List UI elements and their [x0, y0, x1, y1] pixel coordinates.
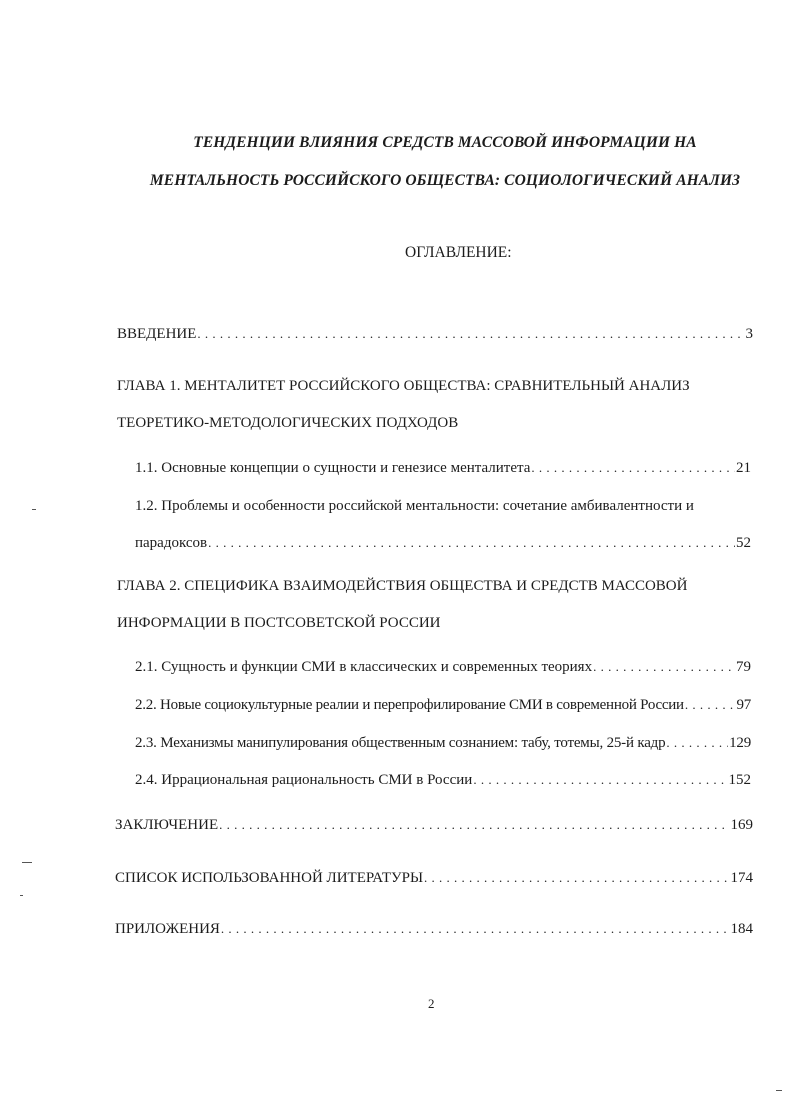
scan-artifact: [20, 895, 23, 896]
toc-entry-page: 152: [728, 772, 751, 788]
toc-entry-page: 174: [730, 870, 753, 886]
toc-entry-page: 21: [736, 460, 751, 476]
toc-entry-section-2-4[interactable]: [135, 772, 751, 794]
toc-entry-label: 1.1. Основные концепции о сущности и генезисе менталитета: [135, 460, 531, 476]
toc-leader-dots: [221, 921, 730, 937]
toc-entry-label: 2.4. Иррациональная рациональность СМИ в России: [135, 772, 473, 788]
toc-entry-page: 169: [730, 817, 753, 833]
toc-entry-page: 184: [730, 921, 753, 937]
toc-entry-page: 52: [736, 535, 751, 551]
toc-entry-page: 3: [745, 326, 753, 342]
toc-entry-label: 2.2. Новые социокультурные реалии и перепрофилирование СМИ в современной России: [135, 697, 684, 713]
toc-entry-appendices[interactable]: [115, 921, 753, 943]
scan-artifact: [22, 862, 32, 863]
toc-chapter-2-line-2[interactable]: ИНФОРМАЦИИ В ПОСТСОВЕТСКОЙ РОССИИ: [117, 615, 441, 631]
document-title-line-2: МЕНТАЛЬНОСТЬ РОССИЙСКОГО ОБЩЕСТВА: СОЦИОЛОГИЧЕСКИЙ АНАЛИЗ: [149, 172, 741, 189]
toc-chapter-1-line-2[interactable]: ТЕОРЕТИКО-МЕТОДОЛОГИЧЕСКИХ ПОДХОДОВ: [117, 415, 459, 431]
toc-leader-dots: [593, 659, 735, 675]
toc-entry-page: 79: [736, 659, 751, 675]
toc-entry-label: ЗАКЛЮЧЕНИЕ: [115, 817, 219, 833]
page-number: 2: [428, 996, 435, 1011]
toc-entry-label: 2.1. Сущность и функции СМИ в классических и современных теориях: [135, 659, 593, 675]
toc-entry-introduction[interactable]: [117, 326, 753, 348]
scan-artifact: [776, 1090, 782, 1091]
toc-chapter-2-line-1[interactable]: ГЛАВА 2. СПЕЦИФИКА ВЗАИМОДЕЙСТВИЯ ОБЩЕСТВА И СРЕДСТВ МАССОВОЙ: [117, 578, 688, 594]
toc-entry-references[interactable]: [115, 870, 753, 892]
toc-entry-label: СПИСОК ИСПОЛЬЗОВАННОЙ ЛИТЕРАТУРЫ: [115, 870, 424, 886]
toc-leader-dots: [197, 326, 744, 342]
toc-entry-label: 2.3. Механизмы манипулирования общественным сознанием: табу, тотемы, 25-й кадр: [135, 735, 666, 751]
toc-entry-section-1-1[interactable]: [135, 460, 751, 482]
toc-leader-dots: [424, 870, 729, 886]
toc-entry-label: ВВЕДЕНИЕ: [117, 326, 197, 342]
toc-entry-section-2-1[interactable]: [135, 659, 751, 681]
toc-entry-section-2-3[interactable]: [135, 735, 751, 757]
toc-entry-section-1-2[interactable]: [135, 535, 751, 557]
toc-entry-label: ПРИЛОЖЕНИЯ: [115, 921, 220, 937]
toc-leader-dots: [219, 817, 729, 833]
toc-entry-page: 97: [736, 697, 751, 713]
document-title-line-1: ТЕНДЕНЦИИ ВЛИЯНИЯ СРЕДСТВ МАССОВОЙ ИНФОРМАЦИИ НА: [193, 134, 697, 151]
toc-chapter-1-line-1[interactable]: ГЛАВА 1. МЕНТАЛИТЕТ РОССИЙСКОГО ОБЩЕСТВА: СРАВНИТЕЛЬНЫЙ АНАЛИЗ: [117, 378, 690, 394]
scan-artifact: [32, 509, 36, 510]
toc-leader-dots: [208, 535, 735, 551]
toc-leader-dots: [473, 772, 727, 788]
toc-heading: ОГЛАВЛЕНИЕ:: [405, 244, 512, 261]
toc-entry-section-2-2[interactable]: [135, 697, 751, 719]
toc-leader-dots: [531, 460, 735, 476]
toc-entry-label: парадоксов: [135, 535, 208, 551]
toc-entry-conclusion[interactable]: [115, 817, 753, 839]
toc-entry-section-1-2-line-1[interactable]: 1.2. Проблемы и особенности российской ментальности: сочетание амбивалентности и: [135, 498, 694, 514]
toc-leader-dots: [666, 735, 728, 751]
toc-entry-page: 129: [729, 735, 751, 751]
toc-leader-dots: [685, 697, 736, 713]
